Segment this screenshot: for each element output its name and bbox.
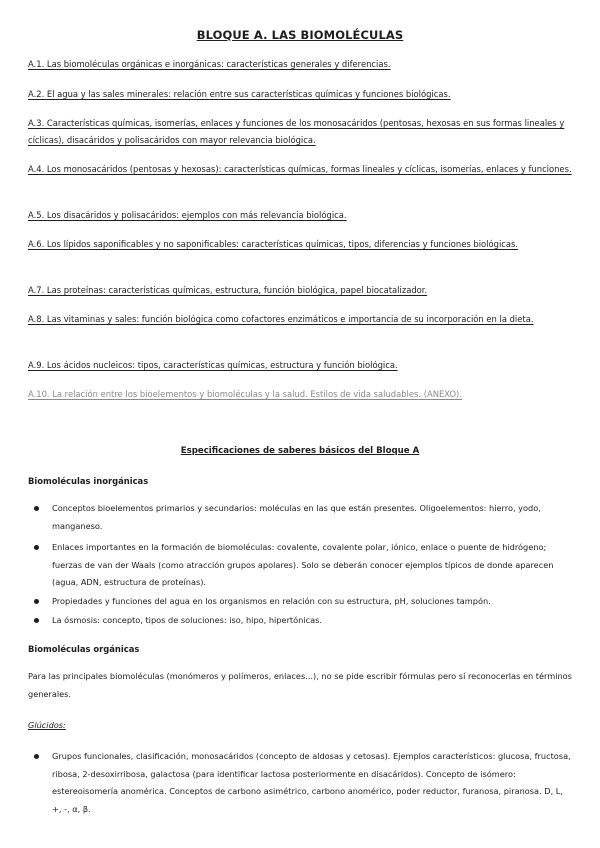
organic-heading: Biomoléculas orgánicas bbox=[28, 644, 140, 654]
list-item-a6: A.6. Los lípidos saponificables y no saponificables: características químicas, tipos, diferencias y funciones biológicas. bbox=[28, 239, 519, 249]
specs-title: Especificaciones de saberes básicos del Bloque A bbox=[180, 446, 420, 456]
bullet-text: Grupos funcionales, clasificación, monosacáridos (concepto de aldosas y cetosas). Ejemplos característicos: glucosa, fructosa, ribosa, 2-desoxirribosa, galactosa (para identificar lactosa posteriormente en disacáridos). Concepto de isómero: estereoisomería anomérica. Conceptos de carbono asimétrico, carbono anomérico, poder reductor, furanosa, piranosa. D, L, +, -, α, β. bbox=[52, 751, 571, 814]
bullet-text: Conceptos bioelementos primarios y secundarios: moléculas en las que están presentes. Oligoelementos: hierro, yodo, manganeso. bbox=[52, 503, 541, 531]
inorganic-heading: Biomoléculas inorgánicas bbox=[28, 476, 149, 486]
list-item-a4: A.4. Los monosacáridos (pentosas y hexosas): características químicas, formas lineales y cíclicas, isomerías, enlaces y funciones. bbox=[28, 164, 572, 174]
list-item-a2: A.2. El agua y las sales minerales: relación entre sus características químicas y funciones biológicas. bbox=[28, 89, 451, 99]
inorganic-bullet-1 bbox=[52, 500, 574, 535]
page-title: BLOQUE A. LAS BIOMOLÉCULAS bbox=[196, 28, 404, 42]
bullet-text: Propiedades y funciones del agua en los organismos en relación con su estructura, pH, soluciones tampón. bbox=[52, 596, 491, 606]
list-item-a3: A.3. Características químicas, isomerías, enlaces y funciones de los monosacáridos (pentosas, hexosas en sus formas lineales y cíclicas), disacáridos y polisacáridos con mayor relevancia biológica. bbox=[28, 118, 565, 145]
bullet-dot-icon bbox=[34, 754, 39, 759]
inorganic-bullet-3 bbox=[52, 593, 574, 611]
bullet-dot-icon bbox=[34, 506, 39, 511]
bullet-dot-icon bbox=[34, 599, 39, 604]
bullet-dot-icon bbox=[34, 618, 39, 623]
list-item-a7: A.7. Las proteínas: características químicas, estructura, función biológica, papel biocatalizador. bbox=[28, 285, 428, 295]
list-item-a1: A.1. Las biomoléculas orgánicas e inorgánicas: características generales y diferencias. bbox=[28, 59, 391, 69]
glucidos-bullet-1 bbox=[52, 748, 574, 818]
list-item-a8: A.8. Las vitaminas y sales: función biológica como cofactores enzimáticos e importancia de su incorporación en la dieta. bbox=[28, 314, 534, 324]
glucidos-label: Glúcidos: bbox=[28, 720, 66, 730]
list-item-a9: A.9. Los ácidos nucleicos: tipos, características químicas, estructura y función biológica. bbox=[28, 360, 398, 370]
inorganic-bullet-4 bbox=[52, 612, 574, 630]
bullet-text: Enlaces importantes en la formación de biomoléculas: covalente, covalente polar, iónico, enlace o puente de hidrógeno; fuerzas de van der Waals (como atracción grupos apolares). Solo se deberán conocer ejemplos típicos de donde aparecen (agua, ADN, estructura de proteínas). bbox=[52, 542, 554, 587]
bullet-dot-icon bbox=[34, 545, 39, 550]
organic-intro: Para las principales biomoléculas (monómeros y polímeros, enlaces...), no se pide escribir fórmulas pero sí reconocerlas en términos generales. bbox=[28, 671, 572, 699]
list-item-a5: A.5. Los disacáridos y polisacáridos: ejemplos con más relevancia biológica. bbox=[28, 210, 347, 220]
list-item-a10: A.10. La relación entre los bioelementos y biomoléculas y la salud. Estilos de vida saludables. (ANEXO). bbox=[28, 389, 462, 399]
bullet-text: La ósmosis: concepto, tipos de soluciones: iso, hipo, hipertónicas. bbox=[52, 615, 323, 625]
inorganic-bullet-2 bbox=[52, 539, 574, 592]
